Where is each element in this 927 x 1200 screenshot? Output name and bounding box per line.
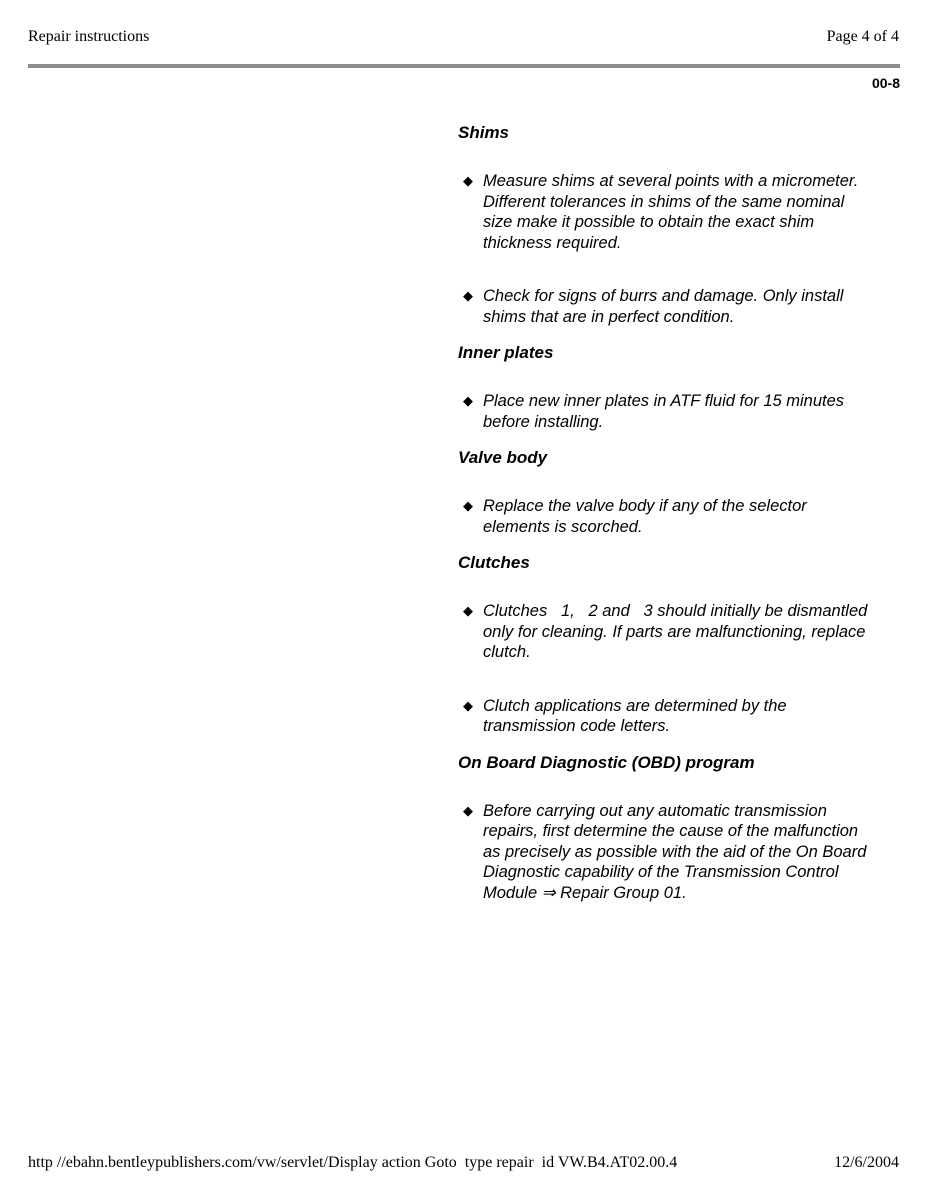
- list-item: [458, 601, 878, 663]
- list-item: [458, 171, 878, 253]
- diamond-bullet-icon: ◆: [463, 498, 473, 513]
- list-item-text: Check for signs of burrs and damage. Only install shims that are in perfect condition.: [483, 287, 844, 326]
- instructions-content: [458, 122, 878, 903]
- list-item-text: Place new inner plates in ATF fluid for 15 minutes before installing.: [483, 392, 845, 431]
- section-title-inner-plates: Inner plates: [458, 343, 554, 362]
- list-item: [458, 391, 878, 432]
- list-item-text: Before carrying out any automatic transmission repairs, first determine the cause of the malfunction as precisely as possible with the aid of the On Board Diagnostic capability of the Transmission Control Module ⇒ Repair Group 01.: [483, 801, 867, 902]
- list-item: [458, 496, 878, 537]
- section-title-clutches: Clutches: [458, 553, 530, 572]
- diamond-bullet-icon: ◆: [463, 802, 473, 818]
- diamond-bullet-icon: ◆: [463, 393, 473, 408]
- list-item: [458, 286, 878, 327]
- header-title: Repair instructions: [28, 28, 150, 45]
- list-item-text: Clutch applications are determined by the transmission code letters.: [483, 696, 787, 735]
- list-item-text: Measure shims at several points with a micrometer. Different tolerances in shims of the same nominal size make it possible to obtain the exact shim thickness required.: [483, 172, 859, 252]
- section-title-obd: On Board Diagnostic (OBD) program: [458, 752, 755, 772]
- section-title-valve-body: Valve body: [458, 448, 548, 467]
- diamond-bullet-icon: ◆: [463, 697, 473, 713]
- footer-date: 12/6/2004: [834, 1154, 899, 1171]
- footer-url: http //ebahn.bentleypublishers.com/vw/servlet/Display action Goto type repair id VW.B4.AT02.00.4: [28, 1154, 678, 1171]
- list-item-text: Clutches 1, 2 and 3 should initially be dismantled only for cleaning. If parts are malfunctioning, replace clutch.: [483, 602, 872, 661]
- section-title-shims: Shims: [458, 123, 510, 142]
- list-item: [458, 696, 878, 737]
- diamond-bullet-icon: ◆: [463, 173, 473, 188]
- header-divider: [28, 64, 900, 68]
- document-number: 00-8: [871, 75, 900, 91]
- list-item-text: Replace the valve body if any of the selector elements is scorched.: [483, 497, 807, 536]
- page-indicator: Page 4 of 4: [826, 28, 899, 45]
- list-item: [458, 801, 878, 904]
- diamond-bullet-icon: ◆: [463, 603, 473, 618]
- page-footer: [28, 1154, 899, 1172]
- diamond-bullet-icon: ◆: [463, 288, 473, 303]
